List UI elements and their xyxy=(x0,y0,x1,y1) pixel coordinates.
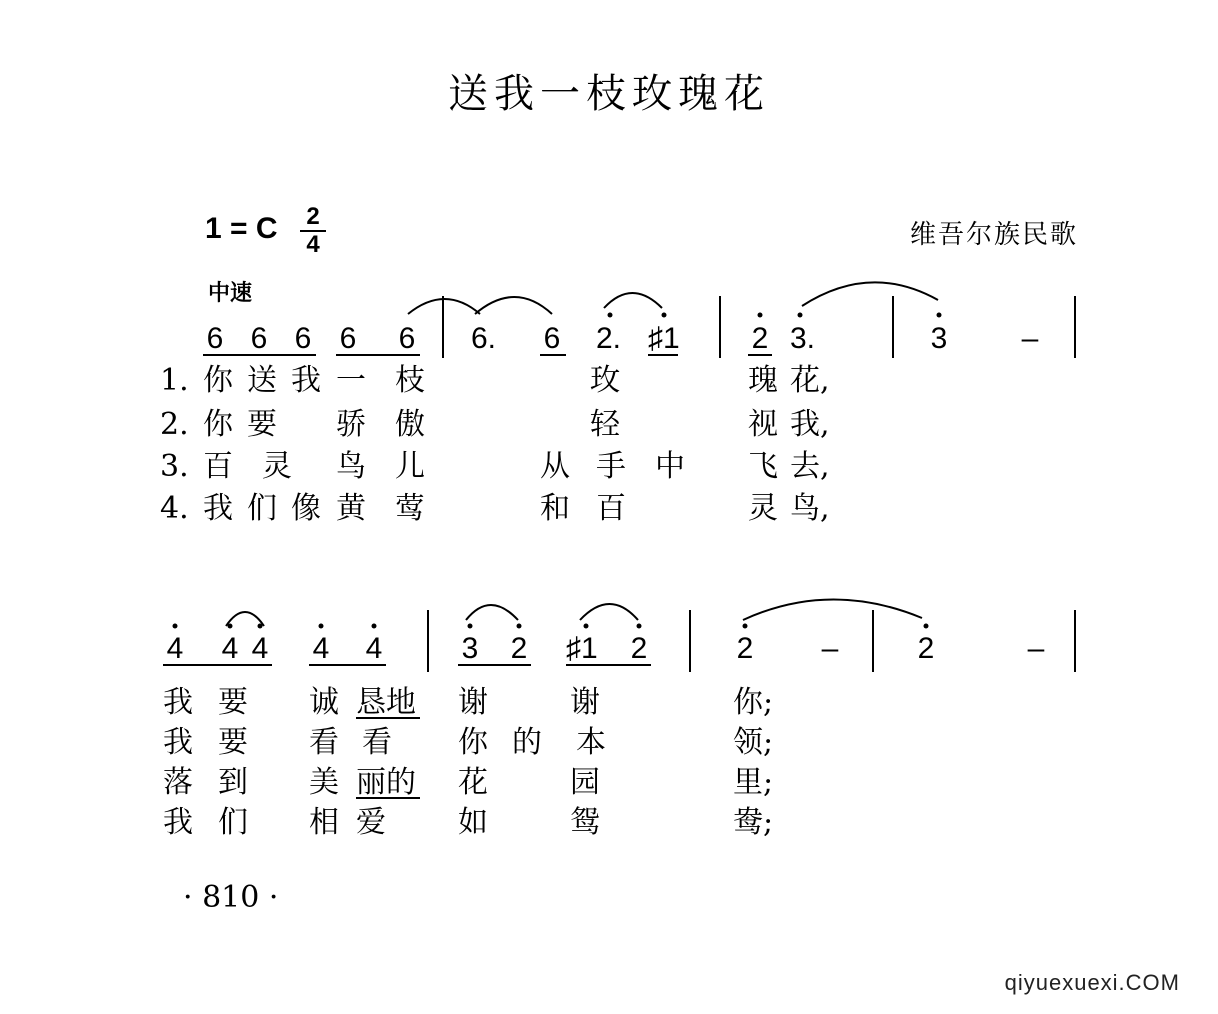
note: 4 xyxy=(251,632,269,665)
note: 4 xyxy=(365,632,383,665)
verse-3-line-1: 3. 百 灵 鸟 儿 从 手 中 飞 去, xyxy=(160,449,830,484)
tempo-marking: 中速 xyxy=(208,280,253,305)
tie-arc xyxy=(743,599,922,620)
note: 6 xyxy=(206,322,224,355)
note: 2 xyxy=(510,632,528,665)
verse-2-line-2: 我 要 看 看 你 的 本 领; xyxy=(163,725,774,760)
octave-dot xyxy=(758,313,763,318)
note: 2. xyxy=(596,322,622,355)
note: 6 xyxy=(543,322,561,355)
octave-dot xyxy=(517,624,522,629)
tie-arc xyxy=(466,605,518,620)
note: 4 xyxy=(166,632,184,665)
verse-1-line-1: 1. 你 送 我 一 枝 玫 瑰 花, xyxy=(160,363,830,398)
octave-dot xyxy=(319,624,324,629)
time-top: 2 xyxy=(306,203,320,230)
octave-dot xyxy=(798,313,803,318)
note: 2 xyxy=(917,632,935,665)
note: 6 xyxy=(250,322,268,355)
octave-dot xyxy=(937,313,942,318)
tie-arc xyxy=(580,604,638,620)
octave-dot xyxy=(637,624,642,629)
octave-dot xyxy=(468,624,473,629)
note: 3 xyxy=(461,632,479,665)
octave-dot xyxy=(743,624,748,629)
note: 6 xyxy=(294,322,312,355)
note: ♯1 xyxy=(566,632,598,665)
octave-dot xyxy=(584,624,589,629)
note: 2 xyxy=(630,632,648,665)
tie-arc xyxy=(475,297,552,314)
note: 2 xyxy=(736,632,754,665)
time-bottom: 4 xyxy=(306,231,320,258)
note: 4 xyxy=(221,632,239,665)
note: – xyxy=(1027,632,1045,665)
verse-1-line-2: 我 要 诚 恳地 谢 谢 你; xyxy=(163,685,774,720)
octave-dot xyxy=(258,624,263,629)
tie-arc xyxy=(802,282,938,306)
note: – xyxy=(821,632,839,665)
song-title: 送我一枝玫瑰花 xyxy=(448,71,770,117)
verse-4-line-1: 4. 我 们 像 黄 莺 和 百 灵 鸟, xyxy=(160,491,830,526)
tie-arc xyxy=(226,612,264,626)
octave-dot xyxy=(662,313,667,318)
octave-dot xyxy=(228,624,233,629)
note: 3 xyxy=(930,322,948,355)
note: 6 xyxy=(398,322,416,355)
note: 2 xyxy=(751,322,769,355)
octave-dot xyxy=(608,313,613,318)
note: 6 xyxy=(339,322,357,355)
note: 6. xyxy=(471,322,497,355)
song-origin: 维吾尔族民歌 xyxy=(909,220,1078,250)
note: ♯1 xyxy=(648,322,680,355)
octave-dot xyxy=(924,624,929,629)
page-number: · 810 · xyxy=(183,880,279,915)
note: – xyxy=(1021,322,1039,355)
verse-4-line-2: 我 们 相 爱 如 鸳 鸯; xyxy=(163,805,774,840)
verse-3-line-2: 落 到 美 丽的 花 园 里; xyxy=(163,765,774,800)
key-signature: 1 = C xyxy=(205,212,278,245)
note: 3. xyxy=(790,322,816,355)
verse-2-line-1: 2. 你 要 骄 傲 轻 视 我, xyxy=(160,407,830,442)
note: 4 xyxy=(312,632,330,665)
watermark-logo: qiyuexuexi.COM xyxy=(1004,970,1180,995)
octave-dot xyxy=(372,624,377,629)
tie-arc xyxy=(604,293,662,308)
octave-dot xyxy=(173,624,178,629)
